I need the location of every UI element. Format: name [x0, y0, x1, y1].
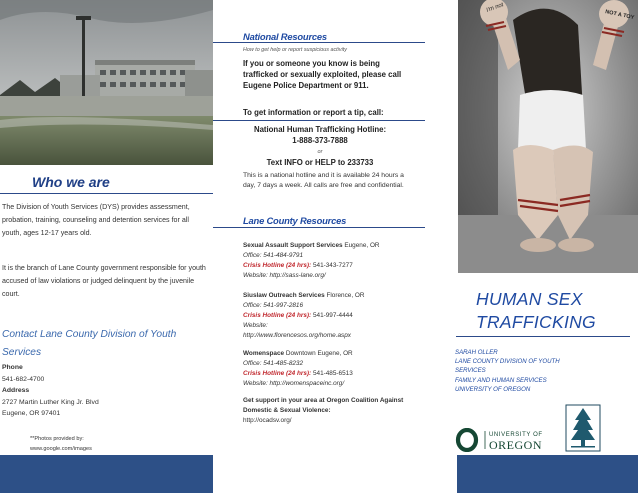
resource-name: Siuslaw Outreach Services: [243, 292, 325, 299]
address-label: Address: [2, 387, 30, 394]
emergency-instruction: If you or someone you know is being trafficked or sexually exploited, please call Eugene Police Department or 911.: [243, 59, 402, 90]
university-of-oregon-logo: [455, 428, 555, 457]
author-block: [455, 348, 635, 394]
resource-location: Downtown Eugene, OR: [284, 350, 353, 357]
lane-county-resources-heading: Lane County Resources: [243, 215, 347, 226]
footer-bar: [0, 455, 213, 493]
department-line-3: FAMILY AND HUMAN SERVICES: [455, 376, 547, 384]
resource-website[interactable]: Website: http://womenspaceinc.org/: [243, 380, 345, 387]
resource-name: Sexual Assault Support Services: [243, 242, 343, 249]
tip-heading: To get information or report a tip, call:: [243, 108, 384, 117]
crisis-hotline-number[interactable]: 541-343-7277: [311, 262, 353, 269]
coalition-text: Get support in your area at Oregon Coalition Against Domestic & Sexual Violence:: [243, 397, 404, 414]
crisis-hotline-number[interactable]: 541-485-6513: [311, 370, 353, 377]
resource-website[interactable]: http://www.florencesos.org/home.aspx: [243, 332, 351, 339]
resource-name: Womenspace: [243, 350, 285, 357]
section-divider: [456, 336, 630, 337]
uo-logo-bottom-text: OREGON: [489, 438, 542, 452]
cover-title: [476, 288, 636, 334]
hotline-number[interactable]: 1-888-373-7888: [292, 136, 348, 145]
hand-writing-left: I'm not: [485, 2, 505, 14]
coalition-url[interactable]: http://ocadsv.org/: [243, 417, 292, 424]
hotline-description: This is a national hotline and it is available 24 hours a day, 7 days a week. All calls are free and confidential.: [243, 172, 404, 189]
cover-photo: [458, 0, 638, 273]
resource-website[interactable]: Website: http://sass-lane.org/: [243, 272, 326, 279]
photo-credit-url[interactable]: www.google.com/images: [30, 446, 92, 452]
hotline-block: [230, 124, 410, 146]
national-subheading: How to get help or report suspicious activity: [243, 47, 347, 53]
hand-writing-right: NOT A TOY: [604, 9, 635, 22]
dys-description: The Division of Youth Services (DYS) provides assessment, probation, training, counseling and detention services for all youth, ages 12-17 years old.: [2, 203, 190, 237]
text-info-line: Text INFO or HELP to 233733: [266, 158, 374, 167]
lane-county-tree-logo: [565, 404, 601, 457]
crisis-hotline-label: Crisis Hotline (24 hrs):: [243, 262, 312, 269]
crisis-hotline-number[interactable]: 541-997-4444: [311, 312, 353, 319]
author-name: SARAH OLLER: [455, 349, 498, 356]
section-divider: [0, 193, 213, 194]
resource-entry: [243, 349, 418, 389]
resource-office-phone[interactable]: Office: 541-997-2816: [243, 302, 304, 309]
phone-label: Phone: [2, 364, 23, 371]
resource-entry: [243, 291, 418, 341]
crisis-hotline-label: Crisis Hotline (24 hrs):: [243, 370, 312, 377]
address-line-1: 2727 Martin Luther King Jr. Blvd: [2, 398, 99, 406]
coalition-entry: [243, 396, 418, 426]
resource-location: Eugene, OR: [342, 242, 380, 249]
department-line-1: LANE COUNTY DIVISION OF YOUTH: [455, 358, 560, 366]
or-separator: or: [317, 149, 323, 155]
national-resources-heading: National Resources: [243, 31, 327, 42]
resource-location: Florence, OR: [324, 292, 365, 299]
resource-office-phone[interactable]: Office: 541-484-9791: [243, 252, 304, 259]
who-we-are-heading: Who we are: [32, 174, 110, 190]
hotline-name: National Human Trafficking Hotline:: [253, 125, 387, 134]
phone-number[interactable]: 541-682-4700: [2, 375, 45, 383]
university-name: UNIVERSITY OF OREGON: [455, 385, 531, 393]
resource-entry: [243, 241, 418, 281]
address-line-2: Eugene, OR 97401: [2, 410, 61, 417]
resource-office-phone[interactable]: Office: 541-485-8232: [243, 360, 304, 367]
section-divider: [213, 42, 425, 43]
section-divider: [213, 227, 425, 228]
department-line-2: SERVICES: [455, 367, 486, 375]
dys-role-description: It is the branch of Lane County government responsible for youth accused of law violations or judged delinquent by the juvenile court.: [2, 264, 206, 298]
photo-credit-label: **Photos provided by:: [30, 436, 84, 442]
section-divider: [213, 120, 425, 121]
contact-heading: Contact Lane County Division of Youth Services: [2, 329, 177, 358]
photo-credit: [30, 434, 92, 454]
uo-logo-top-text: UNIVERSITY OF: [489, 432, 543, 438]
cover-title-line-2: TRAFFICKING: [476, 312, 596, 332]
cover-title-line-1: HUMAN SEX: [476, 289, 583, 309]
footer-bar: [457, 455, 638, 493]
building-photo: [0, 0, 213, 165]
contact-details: [2, 362, 207, 420]
resource-website-label: Website:: [243, 322, 268, 329]
crisis-hotline-label: Crisis Hotline (24 hrs):: [243, 312, 312, 319]
